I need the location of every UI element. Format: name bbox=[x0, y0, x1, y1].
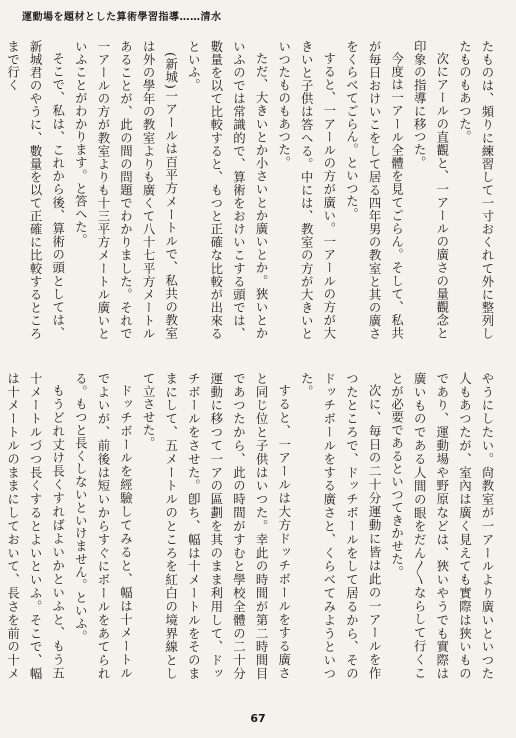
paragraph: やうにしたい。尙教室が一アールより廣いといつた人もあつたが、室內は廣く見えても實際は狹いものであり、運動場や野原などは、狹いやうでも實際は廣いものである人間の眼をだん〳〵ならして行くことが必要であるといつてきかせた。 bbox=[389, 372, 495, 680]
paragraph: そこで、私は、これから後、算術の頭としては、新城君のやうに、數量を以て正確に比較するところまで行く bbox=[5, 40, 66, 340]
paragraph: たものは、頻りに練習して一寸おくれて外に整列したものもあつた。 bbox=[457, 40, 495, 340]
paragraph: すると、一アールは大方ドッチボールをする廣さと同じ位と子供はいつた。幸此の時間が第二時間目であつたから、此の時間がすむと學校全體の二十分運動に移つて一アの區劃を其のまま利用して、ドッチボールをさせた。卽ち、幅は十メートルをそのままにして、五メートルのところを紅白の境界線として立させた。 bbox=[141, 372, 292, 680]
paragraph: すると、一アールの方が廣い。一アールの方が大きいと子供は答へる。中には、教室の方が大きいといつたものもあつた。 bbox=[276, 40, 337, 340]
paragraph: 次にアールの直觀と、一アールの廣さの量觀念と印象の指導に移つた。 bbox=[412, 40, 450, 340]
running-header: 運動場を題材とした算術學習指導……清水 bbox=[22, 12, 222, 23]
page-number: 67 bbox=[250, 712, 266, 725]
paragraph: 今度は一アール全體を見てごらん。そして、私共が毎日おけいこをして居る四年男の教室と其の廣さをくらべてごらん。といつた。 bbox=[344, 40, 405, 340]
paragraph: もうどれ丈け長くすればよいかといふと、もう五十メートルづつ長くするとよいといふ。そこで、幅は十メートルのままにしておいて、長さを前の十メ bbox=[5, 372, 66, 680]
paragraph: (新城)一アールは百平方メートルで、私共の教室は外の學年の教室よりも廣くて八十七平方メートルあることが、此の間の問題でわかりました。それで一アールの方が教室よりも十三平方メートル廣いといふことがわかります。と答へた。 bbox=[73, 40, 179, 340]
paragraph: ただ、大きいとか小さいとか廣いとか。狹いとかいふのでは常識的で、算術をおけいこする頭では、數量を以て比較すると、もつと正確な比較が出來るといふ。 bbox=[186, 40, 270, 340]
paragraph: 次に、毎日の二十分運動に皆は此の一アールを作つたところで、ドッチボールをして居るから、そのドッチボールをする廣さと、くらべてみようといつた。 bbox=[299, 372, 383, 680]
text-band-top bbox=[5, 40, 498, 340]
paragraph: ドッチボールを經驗してみると、幅は十メートルでよいが、前後は短いからすぐにボールをあてられる。もつと長くしないといけません。といふ。 bbox=[73, 372, 134, 680]
text-band-bottom bbox=[5, 372, 498, 680]
